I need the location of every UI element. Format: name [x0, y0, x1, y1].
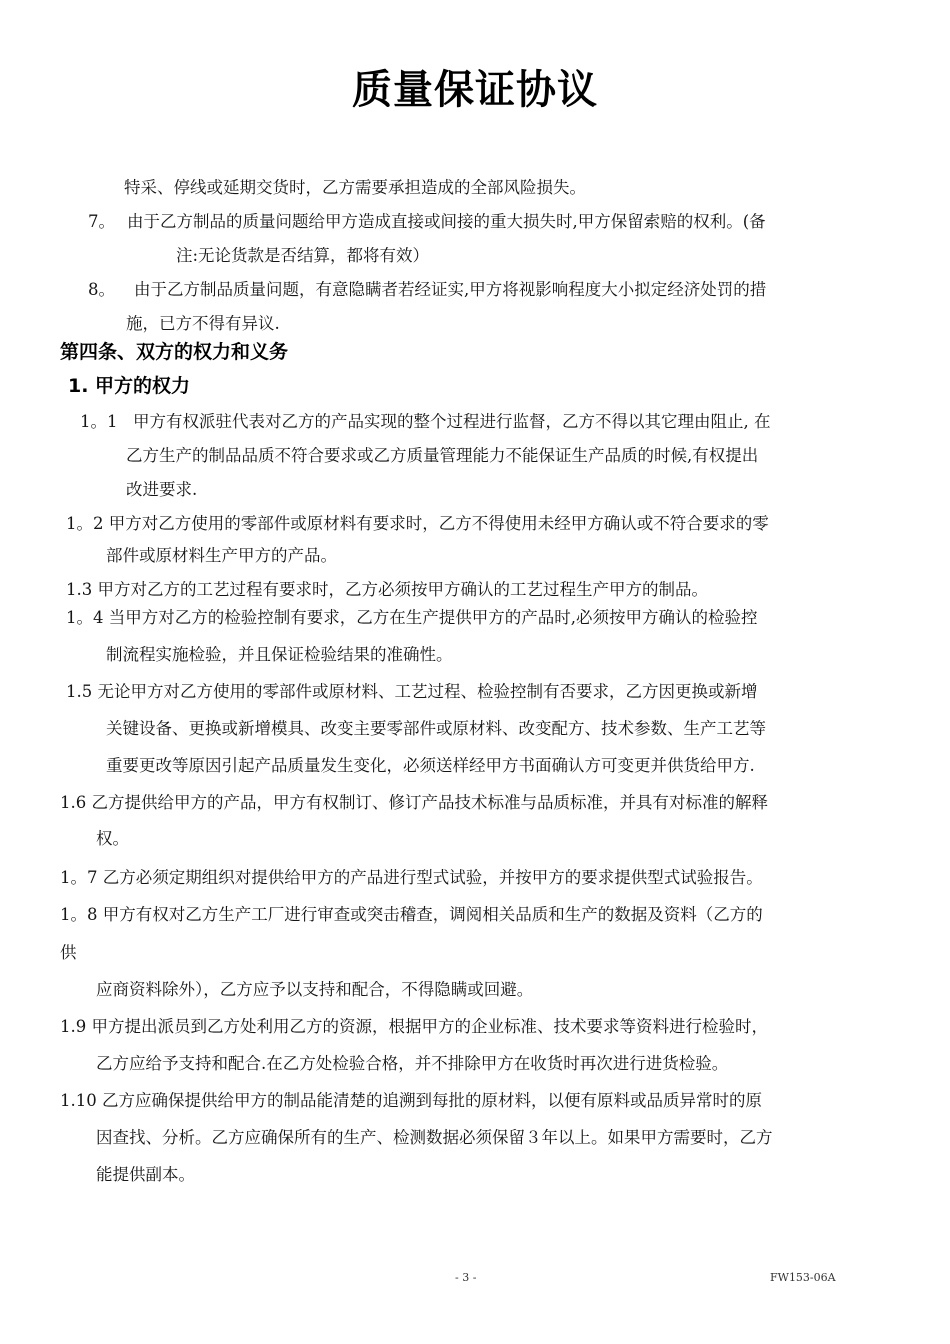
clause-1-4-line-2: 制流程实施检验，并且保证检验结果的准确性。: [106, 645, 453, 664]
clause-1-9-line-1: 1.9 甲方提出派员到乙方处利用乙方的资源，根据甲方的企业标准、技术要求等资料进行检验时，: [60, 1017, 768, 1036]
clause-1-3: 1.3 甲方对乙方的工艺过程有要求时，乙方必须按甲方确认的工艺过程生产甲方的制品。: [66, 580, 708, 599]
clause-1-5-line-2: 关键设备、更换或新增模具、改变主要零部件或原材料、改变配方、技术参数、生产工艺等: [106, 719, 766, 738]
clause-1-8-line-2: 供: [60, 943, 77, 962]
clause-1-1-line-1: 甲方有权派驻代表对乙方的产品实现的整个过程进行监督，乙方不得以其它理由阻止, 在: [133, 412, 771, 431]
clause-1-2-line-2: 部件或原材料生产甲方的产品。: [106, 546, 337, 565]
document-code: FW153-06A: [770, 1271, 836, 1284]
section-4-heading: 第四条、双方的权力和义务: [60, 341, 289, 363]
item-8-number: 8。: [88, 280, 115, 299]
document-title: 质量保证协议: [352, 67, 598, 113]
clause-1-10-line-1: 1.10 乙方应确保提供给甲方的制品能清楚的追溯到每批的原材料，以便有原料或品质异常时的原: [60, 1091, 762, 1110]
clause-1-8-line-1: 1。8 甲方有权对乙方生产工厂进行审查或突击稽查，调阅相关品质和生产的数据及资料（乙方的: [60, 905, 763, 924]
page-number: - 3 -: [455, 1271, 477, 1284]
clause-1-1-number: 1。1: [80, 412, 118, 431]
item-7-number: 7。: [88, 212, 115, 231]
item-8-line-2: 施，已方不得有异议.: [126, 314, 280, 333]
item-8-line-1: 由于乙方制品质量问题，有意隐瞒者若经证实,甲方将视影响程度大小拟定经济处罚的措: [134, 280, 767, 299]
clause-1-1-line-3: 改进要求.: [126, 480, 198, 499]
clause-1-2-line-1: 1。2 甲方对乙方使用的零部件或原材料有要求时，乙方不得使用未经甲方确认或不符合要求的零: [66, 514, 769, 533]
clause-1-8-line-3: 应商资料除外），乙方应予以支持和配合，不得隐瞒或回避。: [96, 980, 534, 999]
clause-1-5-line-3: 重要更改等原因引起产品质量发生变化，必须送样经甲方书面确认方可变更并供货给甲方.: [106, 756, 755, 775]
item-7-line-2: 注:无论货款是否结算，都将有效）: [176, 246, 430, 265]
clause-1-7: 1。7 乙方必须定期组织对提供给甲方的产品进行型式试验，并按甲方的要求提供型式试验报告。: [60, 868, 763, 887]
continued-line: 特采、停线或延期交货时，乙方需要承担造成的全部风险损失。: [124, 178, 586, 197]
clause-1-6-line-2: 权。: [96, 829, 129, 848]
clause-1-1-line-2: 乙方生产的制品品质不符合要求或乙方质量管理能力不能保证生产品质的时候,有权提出: [126, 446, 759, 465]
clause-1-4-line-1: 1。4 当甲方对乙方的检验控制有要求，乙方在生产提供甲方的产品时,必须按甲方确认的检验控: [66, 608, 758, 627]
subsection-1-heading: 1. 甲方的权力: [68, 375, 191, 397]
clause-1-5-line-1: 1.5 无论甲方对乙方使用的零部件或原材料、工艺过程、检验控制有否要求，乙方因更换或新增: [66, 682, 758, 701]
clause-1-6-line-1: 1.6 乙方提供给甲方的产品，甲方有权制订、修订产品技术标准与品质标准，并具有对标准的解释: [60, 793, 768, 812]
clause-1-10-line-2: 因查找、分析。乙方应确保所有的生产、检测数据必须保留３年以上。如果甲方需要时，乙方: [96, 1128, 773, 1147]
clause-1-10-line-3: 能提供副本。: [96, 1165, 195, 1184]
item-7-line-1: 由于乙方制品的质量问题给甲方造成直接或间接的重大损失时,甲方保留索赔的权利。(备: [127, 212, 766, 231]
clause-1-9-line-2: 乙方应给予支持和配合.在乙方处检验合格，并不排除甲方在收货时再次进行进货检验。: [96, 1054, 729, 1073]
